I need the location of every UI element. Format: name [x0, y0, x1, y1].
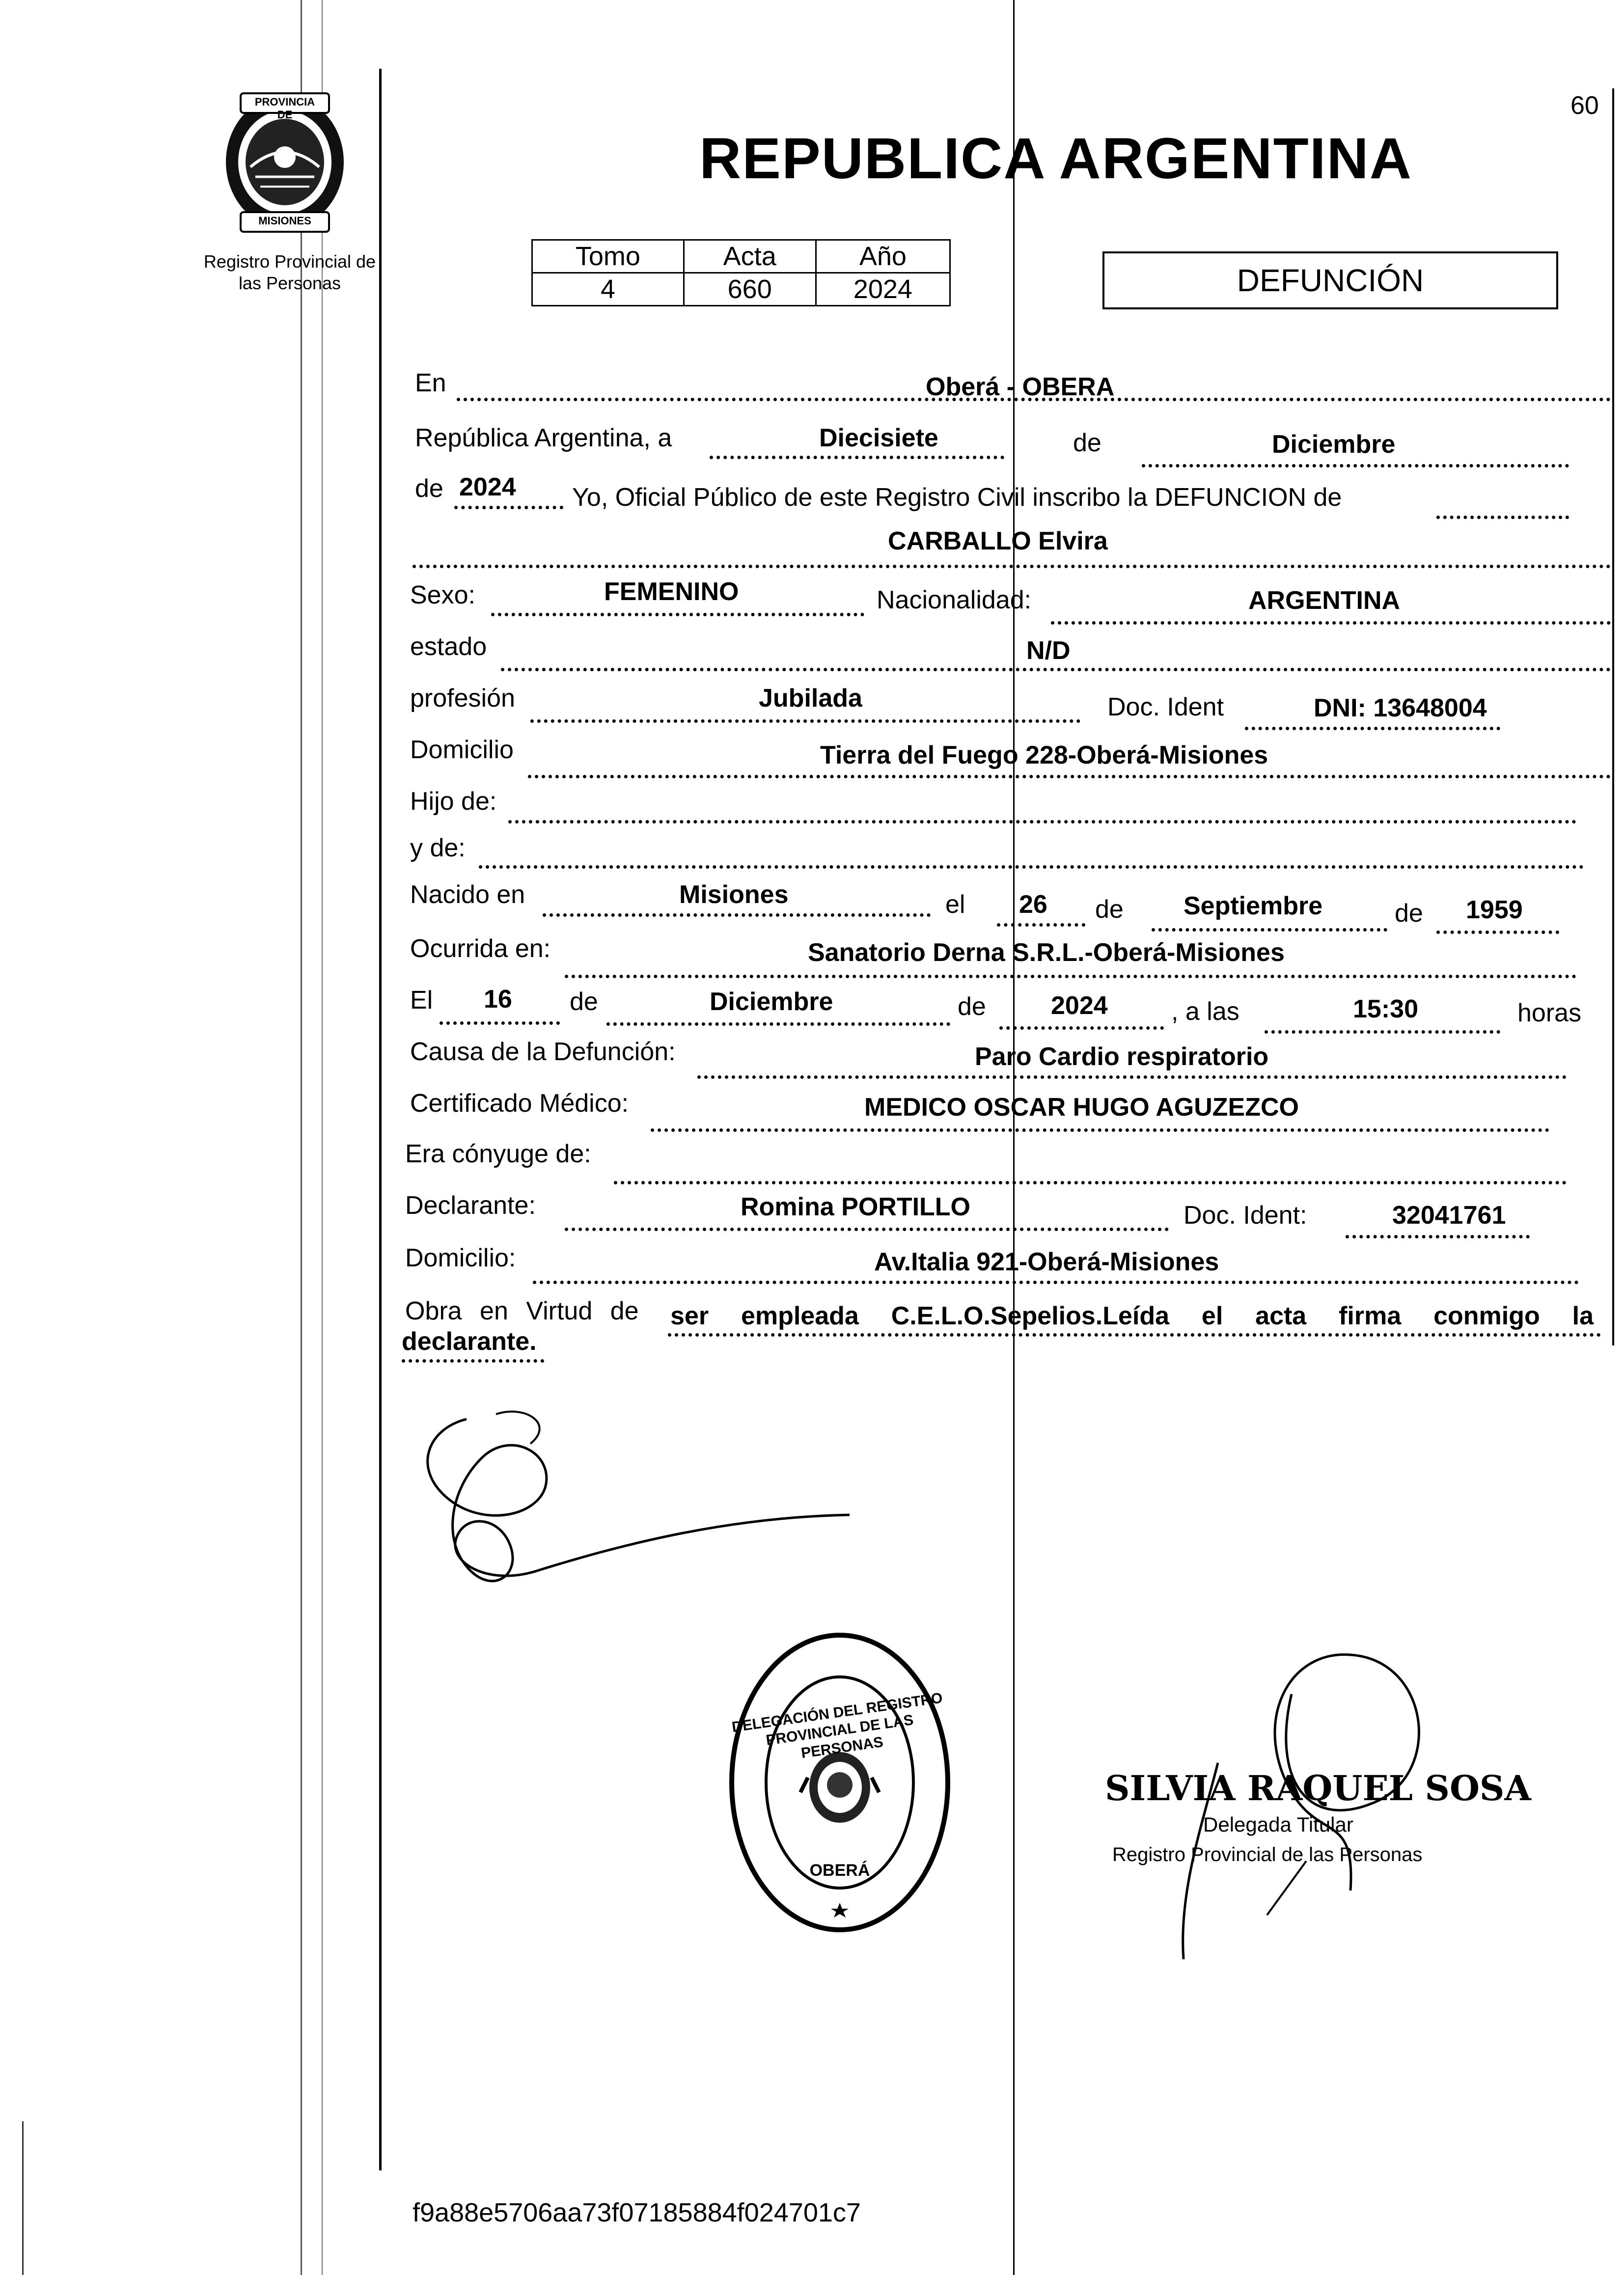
act-type-box: DEFUNCIÓN	[1102, 251, 1558, 309]
declarante-dotted-line	[565, 1228, 1169, 1231]
declarante-label: Declarante:	[405, 1191, 536, 1220]
sexo-dotted-line	[491, 613, 864, 616]
nac-anio-dotted-line	[1436, 931, 1559, 934]
doc2-dotted-line	[1346, 1235, 1530, 1238]
ocurrida-label: Ocurrida en:	[410, 934, 551, 963]
sexo-value: FEMENINO	[604, 577, 739, 606]
domicilio-label: Domicilio	[410, 736, 514, 764]
estado-value: N/D	[1026, 636, 1071, 665]
nac-dia-dotted-line	[997, 923, 1085, 927]
doc-value: DNI: 13648004	[1314, 694, 1487, 722]
en-value: Oberá - OBERA	[926, 373, 1115, 401]
tomo-header: Tomo	[532, 240, 684, 273]
obra-label: Obra en Virtud de	[405, 1297, 639, 1325]
provincial-seal	[196, 83, 373, 241]
nacido-label: Nacido en	[410, 880, 525, 909]
doc2-label: Doc. Ident:	[1184, 1201, 1307, 1230]
anio-value-form: 2024	[459, 473, 516, 501]
obra-dotted-line-1	[668, 1333, 1601, 1337]
certificado-label: Certificado Médico:	[410, 1089, 629, 1118]
causa-label: Causa de la Defunción:	[410, 1038, 676, 1066]
doc-dotted-line	[1245, 727, 1500, 730]
mes-value: Diciembre	[1272, 430, 1396, 459]
anio-value: 2024	[816, 273, 950, 306]
conyuge-dotted-line	[614, 1181, 1567, 1184]
domicilio2-label: Domicilio:	[405, 1244, 516, 1272]
hora-value: 15:30	[1353, 995, 1418, 1023]
domicilio-value: Tierra del Fuego 228-Oberá-Misiones	[820, 741, 1268, 769]
fall-mes-dotted-line	[606, 1022, 950, 1026]
scan-edge-line-3	[22, 2121, 24, 2275]
fall-de-label-1: de	[570, 987, 598, 1016]
domicilio-dotted-line	[528, 775, 1611, 778]
alas-label: , a las	[1171, 997, 1239, 1026]
doc-label: Doc. Ident	[1107, 693, 1224, 721]
stamp-ring-text: DELEGACIÓN DEL REGISTRO PROVINCIAL DE LAS PERSONAS	[731, 1690, 944, 1762]
causa-value: Paro Cardio respiratorio	[975, 1042, 1269, 1071]
right-margin-rule	[1612, 88, 1614, 1345]
page-number: 60	[1570, 91, 1599, 120]
anio-prefix: de	[415, 474, 443, 503]
el2-label: El	[410, 986, 433, 1014]
left-margin-rule	[379, 69, 382, 2170]
stamp-city: OBERÁ	[809, 1861, 870, 1880]
conyuge-label: Era cónyuge de:	[405, 1140, 591, 1168]
acta-reference-table	[531, 239, 951, 306]
fall-mes-value: Diciembre	[710, 987, 833, 1016]
hijo-label: Hijo de:	[410, 787, 497, 816]
oficial-dotted-line	[1436, 516, 1569, 519]
center-fold-line	[1013, 0, 1015, 2275]
de-label-1: de	[1073, 429, 1101, 457]
estado-dotted-line	[501, 668, 1611, 671]
certificado-dotted-line	[651, 1128, 1549, 1132]
hijo-dotted-line	[508, 820, 1576, 823]
declarante-value: Romina PORTILLO	[741, 1193, 970, 1221]
en-label: En	[415, 369, 446, 397]
nombre-dotted-line	[413, 565, 1611, 568]
registry-label-line1: Registro Provincial de	[203, 251, 376, 272]
obra-value-line2: declarante.	[402, 1327, 537, 1356]
obra-dotted-line-2	[402, 1359, 544, 1363]
nacido-value: Misiones	[679, 880, 789, 909]
anio-dotted-line	[454, 506, 563, 509]
horas-label: horas	[1517, 999, 1582, 1027]
dia-dotted-line	[710, 456, 1004, 459]
el-label: el	[945, 890, 965, 919]
hora-dotted-line	[1265, 1030, 1500, 1034]
nac-mes-dotted-line	[1152, 928, 1387, 932]
fall-anio-dotted-line	[999, 1026, 1164, 1030]
nac-mes-value: Septiembre	[1184, 892, 1323, 920]
page-title: REPUBLICA ARGENTINA	[699, 126, 1412, 191]
official-name: SILVIA RAQUEL SOSA	[1105, 1768, 1531, 1809]
causa-dotted-line	[697, 1075, 1567, 1079]
official-stamp	[727, 1630, 953, 1935]
nac-de-label-1: de	[1095, 895, 1124, 924]
scan-edge-line-2	[322, 0, 323, 2275]
acta-value: 660	[684, 273, 816, 306]
certificado-value: MEDICO OSCAR HUGO AGUZEZCO	[864, 1093, 1299, 1122]
tomo-value: 4	[532, 273, 684, 306]
estado-label: estado	[410, 632, 487, 661]
oficial-text: Yo, Oficial Público de este Registro Civil inscribo la DEFUNCION de	[572, 483, 1342, 512]
sexo-label: Sexo:	[410, 581, 475, 609]
official-office: Registro Provincial de las Personas	[1112, 1844, 1423, 1865]
republica-label: República Argentina, a	[415, 424, 672, 452]
nacido-dotted-line	[543, 913, 931, 917]
nacionalidad-dotted-line	[1051, 621, 1611, 625]
dia-value: Diecisiete	[819, 424, 938, 452]
seal-top-text: PROVINCIA DE	[254, 96, 315, 121]
fall-de-label-2: de	[958, 992, 986, 1021]
ocurrida-dotted-line	[565, 975, 1576, 978]
fall-dia-dotted-line	[440, 1021, 560, 1025]
nacionalidad-label: Nacionalidad:	[877, 586, 1032, 614]
domicilio2-dotted-line	[533, 1281, 1579, 1284]
profesion-dotted-line	[530, 719, 1080, 723]
official-role: Delegada Titular	[1203, 1813, 1353, 1836]
seal-bottom-text: MISIONES	[258, 215, 311, 227]
domicilio2-value: Av.Italia 921-Oberá-Misiones	[874, 1248, 1219, 1276]
profesion-label: profesión	[410, 684, 515, 713]
anio-header: Año	[816, 240, 950, 273]
ocurrida-value: Sanatorio Derna S.R.L.-Oberá-Misiones	[808, 938, 1285, 967]
deceased-name: CARBALLO Elvira	[888, 527, 1108, 555]
nac-de-label-2: de	[1395, 899, 1423, 928]
nac-anio-value: 1959	[1466, 896, 1523, 924]
registry-label-line2: las Personas	[238, 273, 341, 293]
scan-edge-line-1	[301, 0, 302, 2275]
yde-label: y de:	[410, 834, 466, 862]
fall-anio-value: 2024	[1051, 991, 1108, 1020]
mes-dotted-line	[1142, 464, 1569, 467]
fall-dia-value: 16	[484, 985, 512, 1014]
profesion-value: Jubilada	[759, 684, 862, 713]
nac-dia-value: 26	[1019, 890, 1047, 919]
declarant-signature	[408, 1399, 869, 1606]
acta-header: Acta	[684, 240, 816, 273]
obra-value-line1: ser empleada C.E.L.O.Sepelios.Leída el acta firma conmigo la	[670, 1302, 1594, 1330]
doc2-value: 32041761	[1392, 1201, 1506, 1230]
document-hash: f9a88e5706aa73f07185884f024701c7	[413, 2198, 861, 2227]
yde-dotted-line	[479, 865, 1584, 869]
nacionalidad-value: ARGENTINA	[1248, 586, 1401, 615]
